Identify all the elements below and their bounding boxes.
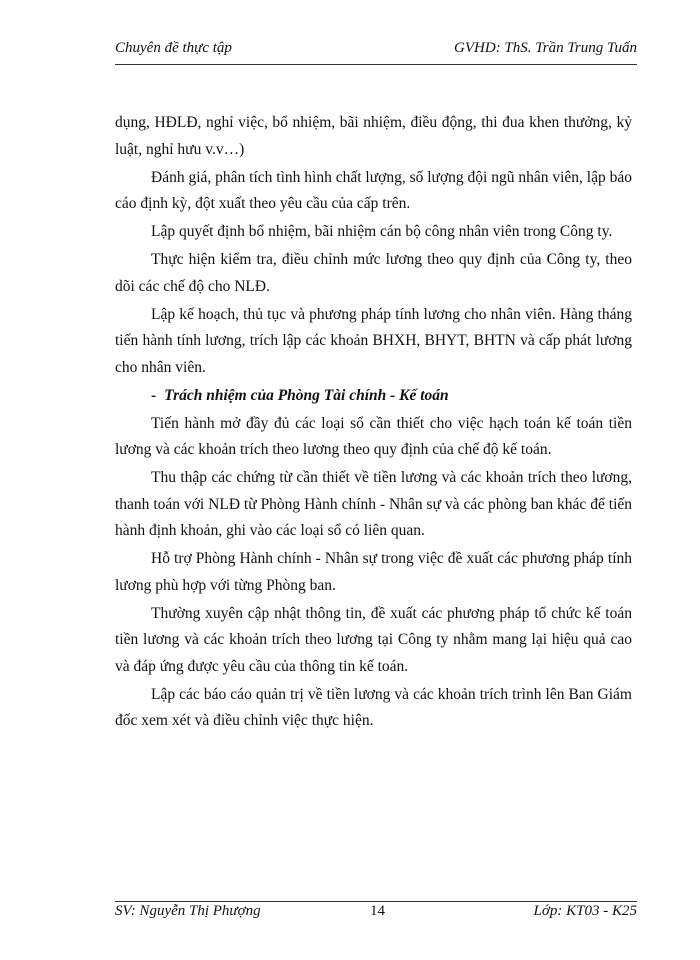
section-heading (115, 383, 632, 410)
heading-dash: - (151, 386, 157, 404)
paragraph: Hỗ trợ Phòng Hành chính - Nhân sự trong việc đề xuất các phương pháp tính lương phù hợp với từng Phòng ban. (115, 550, 632, 594)
footer-class: Lớp: KT03 - K25 (533, 903, 637, 919)
paragraph: Lập kế hoạch, thủ tục và phương pháp tính lương cho nhân viên. Hàng tháng tiến hành tính lương, trích lập các khoản BHXH, BHYT, BHTN và cấp phát lương cho nhân viên. (115, 305, 632, 376)
paragraph-continuation: dụng, HĐLĐ, nghỉ việc, bổ nhiệm, bãi nhiệm, điều động, thi đua khen thưởng, kỷ luật, nghỉ hưu v.v…) (115, 114, 632, 158)
footer-divider (115, 901, 637, 902)
heading-text: Trách nhiệm của Phòng Tài chính - Kế toán (164, 386, 449, 404)
header-divider (115, 64, 637, 65)
paragraph: Đánh giá, phân tích tình hình chất lượng, số lượng đội ngũ nhân viên, lập báo cáo định kỳ, đột xuất theo yêu cầu của cấp trên. (115, 168, 632, 212)
header-advisor: GVHD: ThS. Trần Trung Tuấn (454, 40, 637, 56)
paragraph: Tiến hành mở đầy đủ các loại sổ cần thiết cho việc hạch toán kế toán tiền lương và các khoản trích theo lương theo quy định của chế độ kế toán. (115, 414, 632, 458)
paragraph: Thu thập các chứng từ cần thiết về tiền lương và các khoản trích theo lương, thanh toán với NLĐ từ Phòng Hành chính - Nhân sự và các phòng ban khác để tiến hành định khoản, ghi vào các loại sổ có liên quan. (115, 469, 632, 539)
footer-student: SV: Nguyễn Thị Phượng (115, 903, 261, 919)
paragraph: Thực hiện kiểm tra, điều chỉnh mức lương theo quy định của Công ty, theo dõi các chế độ cho NLĐ. (115, 251, 632, 295)
page-footer (115, 903, 637, 925)
page-header (115, 40, 637, 64)
paragraph: Lập các báo cáo quản trị về tiền lương và các khoản trích trình lên Ban Giám đốc xem xét và điều chỉnh việc thực hiện. (115, 685, 632, 729)
document-body (115, 110, 632, 736)
paragraph: Thường xuyên cập nhật thông tin, đề xuất các phương pháp tổ chức kế toán tiền lương và các khoản trích theo lương tại Công ty nhằm mang lại hiệu quả cao và đáp ứng được yêu cầu của thông tin kế toán. (115, 604, 632, 675)
paragraph: Lập quyết định bổ nhiệm, bãi nhiệm cán bộ công nhân viên trong Công ty. (151, 223, 613, 240)
header-title: Chuyên đề thực tập (115, 40, 232, 56)
page-number: 14 (370, 903, 385, 919)
